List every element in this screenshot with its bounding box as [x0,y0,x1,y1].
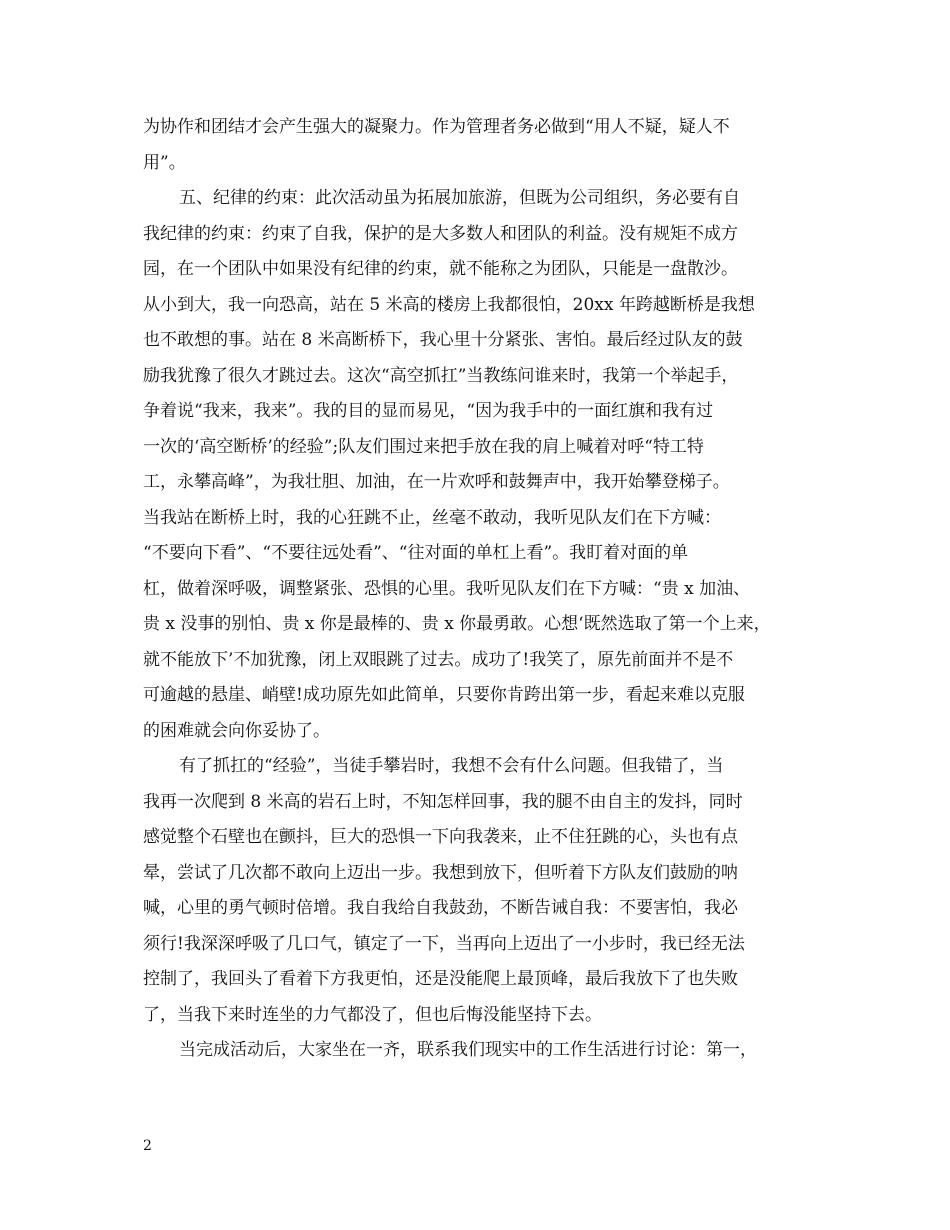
text-line: 五、纪律的约束：此次活动虽为拓展加旅游，但既为公司组织，务必要有自 [179,188,740,208]
text-line: 了，当我下来时连坐的力气都没了，但也后悔没能坚持下去。 [143,1004,602,1025]
text-line: 争着说“我来，我来”。我的目的显而易见，“因为我手中的一面红旗和我有过 [143,401,714,421]
text-line: 须行!我深深呼吸了几口气，镇定了一下，当再向上迈出了一小步时，我已经无法 [143,933,745,954]
text-line: 一次的‘高空断桥’的经验”;队友们围过来把手放在我的肩上喊着对呼“特工特 [143,436,704,457]
text-line: 为协作和团结才会产生强大的凝聚力。作为管理者务必做到“用人不疑，疑人不 [143,117,730,137]
text-line: 控制了，我回头了看着下方我更怕，还是没能爬上最顶峰，最后我放下了也失败 [143,969,738,989]
page-number: 2 [143,1138,152,1154]
text-line: 当我站在断桥上时，我的心狂跳不止，丝毫不敢动，我听见队友们在下方喊： [143,507,721,528]
text-line: 励我犹豫了很久才跳过去。这次“高空抓扛”当教练问谁来时，我第一个举起手， [143,365,739,386]
text-line: 也不敢想的事。站在 8 米高断桥下，我心里十分紧张、害怕。最后经过队友的鼓 [143,330,743,350]
text-line: 我纪律的约束：约束了自我，保护的是大多数人和团队的利益。没有规矩不成方 [143,223,738,244]
text-line: 可逾越的悬崖、峭壁!成功原先如此简单，只要你肯跨出第一步，看起来难以克服 [143,685,745,705]
text-line: 感觉整个石壁也在颤抖，巨大的恐惧一下向我袭来，止不住狂跳的心，头也有点 [143,827,738,847]
text-line: 就不能放下’不加犹豫，闭上双眼跳了过去。成功了!我笑了，原先前面并不是不 [143,649,734,670]
text-line: 园，在一个团队中如果没有纪律的约束，就不能称之为团队，只能是一盘散沙。 [143,259,738,279]
text-line: 贵 x 没事的别怕、贵 x 你是最棒的、贵 x 你最勇敢。心想‘既然选取了第一个上来， [143,614,771,634]
text-line: 当完成活动后，大家坐在一齐，联系我们现实中的工作生活进行讨论：第一， [179,1040,757,1060]
text-line: 杠，做着深呼吸，调整紧张、恐惧的心里。我听见队友们在下方喊：“贵 x 加油、 [143,578,751,599]
document-body [143,110,823,1069]
text-line: 工，永攀高峰”，为我壮胆、加油，在一片欢呼和鼓舞声中，我开始攀登梯子。 [143,472,730,492]
text-line: “不要向下看”、“不要往远处看”、“往对面的单杠上看”。我盯着对面的单 [143,543,689,563]
text-line: 有了抓扛的“经验”，当徒手攀岩时，我想不会有什么问题。但我错了，当 [179,756,724,776]
text-line: 晕，尝试了几次都不敢向上迈出一步。我想到放下，但听着下方队友们鼓励的呐 [143,862,738,883]
text-line: 的困难就会向你妥协了。 [143,720,330,741]
text-line: 喊，心里的勇气顿时倍增。我自我给自我鼓劲，不断告诫自我：不要害怕，我必 [143,898,738,918]
text-line: 用”。 [143,152,186,173]
text-line: 从小到大，我一向恐高，站在 5 米高的楼房上我都很怕，20xx 年跨越断桥是我想 [143,294,755,315]
text-line: 我再一次爬到 8 米高的岩石上时，不知怎样回事，我的腿不由自主的发抖，同时 [143,791,743,812]
